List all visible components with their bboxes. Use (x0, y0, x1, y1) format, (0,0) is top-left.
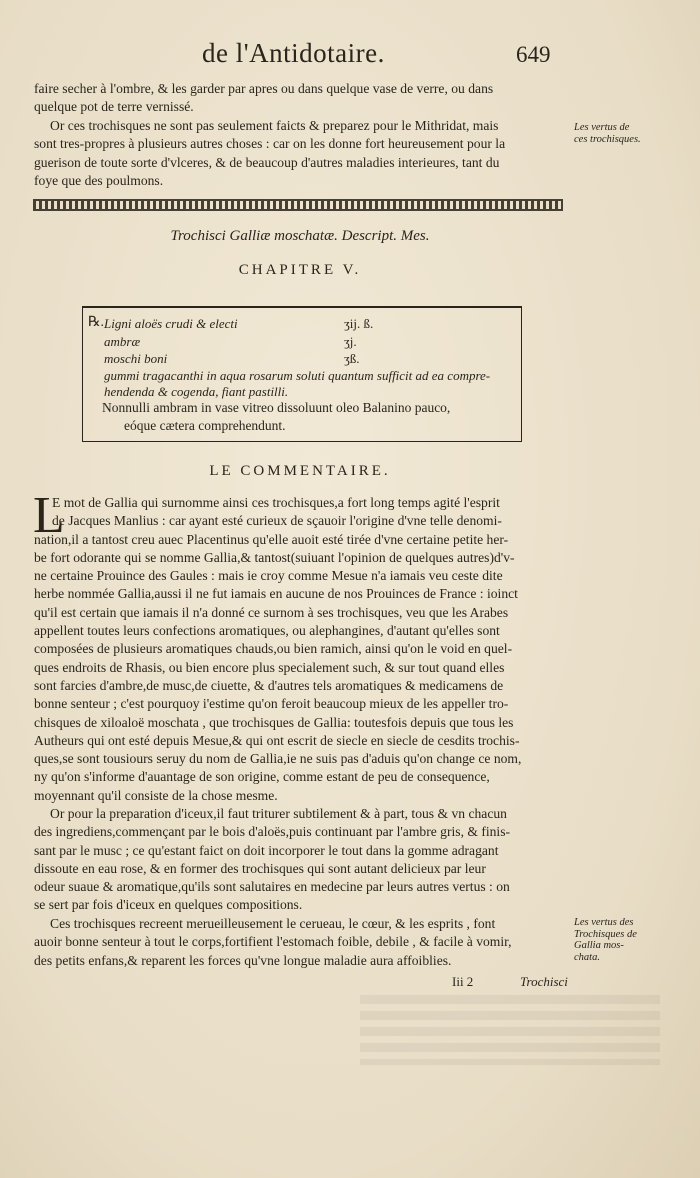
page-header (190, 38, 570, 78)
recipe-note-line: eóque cætera comprehendunt. (124, 418, 286, 433)
recipe-qty: ʒij. ß. (344, 316, 374, 331)
text-line: herbe nommée Gallia,aussi il ne fut iamais en aucune de nos Prouinces de France : ioinct (34, 586, 518, 602)
text-line: composées de plusieurs aromatiques chauds,ou bien ramich, ainsi qu'on le void en quel- (34, 641, 513, 657)
text-line: quelque pot de terre vernissé. (34, 99, 194, 115)
text-line: appellent toutes leurs confections aromatiques, ou alephangines, d'autant qu'elles sont (34, 623, 500, 639)
recipe-note (102, 399, 512, 435)
text-line: Autheurs qui ont esté depuis Mesue,& qui ont escrit de siecle en siecle de cesdits trochis- (34, 732, 520, 748)
page-number: 649 (516, 42, 551, 67)
text-line: sont farcies d'ambre,de musc,de ciuette, & d'autres tels aromatiques & medicamens de (34, 677, 504, 693)
text-line: Or pour la preparation d'iceux,il faut triturer subtilement & à part, tous & vn chacun (50, 806, 507, 821)
chapter-title: CHAPITRE V. (238, 262, 362, 278)
recipe-item: hendenda & cogenda, fiant pastilli. (104, 384, 289, 399)
text-line: auoir bonne senteur à tout le corps,fortifient l'estomach foible, debile , & facile à vomir, (34, 934, 512, 950)
section-heading: Trochisci Galliæ moschatæ. Descript. Mes. (170, 228, 430, 244)
top-paragraph-2 (34, 117, 564, 190)
text-line: E mot de Gallia qui surnomme ainsi ces trochisques,a fort long temps agité l'esprit (52, 495, 500, 510)
margin-note-1 (574, 122, 650, 145)
rx-symbol: ℞. (88, 315, 105, 330)
text-line: des ingrediens,commençant par le bois d'aloës,puis continuant par l'ambre gris, & finis- (34, 824, 511, 840)
running-title: de l'Antidotaire. (202, 38, 385, 68)
text-line: se sert par fois d'iceux en quelques compositions. (34, 897, 303, 913)
ornamental-rule (33, 199, 563, 211)
recipe-item: ambræ (104, 334, 141, 349)
text-line: dissoute en eau rose, & en former des trochisques qui sont autant delicieux par leur (34, 860, 486, 876)
show-through-texture (360, 995, 660, 1065)
catchword: Trochisci (520, 974, 568, 989)
recipe-note-line: Nonnulli ambram in vase vitreo dissoluunt oleo Balanino pauco, (102, 400, 451, 415)
margin-note-2 (574, 917, 650, 963)
commentary-title: LE COMMENTAIRE. (209, 463, 391, 479)
top-paragraph-1 (34, 80, 564, 117)
recipe-item: gummi tragacanthi in aqua rosarum soluti quantum sufficit ad ea compre- (104, 368, 491, 383)
text-line: ne certaine Prouince des Gaules : mais ie croy comme Mesue n'a iamais veu ceste dite (34, 568, 503, 584)
text-line: odeur suaue & aromatique,qu'ils sont salutaires en medecine par leurs autres vertus : on (34, 879, 510, 895)
commentary-paragraph-2 (34, 805, 564, 915)
drop-cap: L (33, 487, 65, 544)
text-line: guerison de toute sorte d'vlceres, & de beaucoup d'autres maladies interieures, tant du (34, 154, 500, 170)
margin-note-line: Gallia mos- (574, 940, 624, 951)
margin-note-line: Trochisques de (574, 928, 637, 940)
recipe-item: Ligni aloës crudi & electi (104, 316, 238, 331)
text-line: sant par le musc ; ce qu'estant faict on doit incorporer le tout dans la gomme adragant (34, 842, 499, 858)
text-line: chisques de xiloaloë moschata , que trochisques de Gallia: toutesfois depuis que tous les (34, 714, 514, 730)
text-line: be fort odorante qui se nomme Gallia,& tantost(suiuant l'opinion de quelques autres)d'v- (34, 549, 515, 565)
margin-note-line: Les vertus des (574, 917, 634, 928)
text-line: sont tres-propres à plusieurs autres choses : car on les donne fort heureusement pour la (34, 136, 506, 152)
margin-note-line: ces trochisques. (574, 133, 641, 145)
text-line: des petits enfans,& reparent les forces qu'vne longue maladie aura affoiblies. (34, 952, 452, 968)
text-line: faire secher à l'ombre, & les garder par apres ou dans quelque vase de verre, ou dans (34, 81, 494, 96)
text-line: bonne senteur ; c'est pourquoy i'estime qu'on feroit beaucoup mieux de les appeller tro- (34, 696, 509, 712)
text-line: de Jacques Manlius : car ayant esté curieux de sçauoir l'origine d'vne telle denomi- (52, 513, 502, 529)
text-line: Ces trochisques recreent merueilleusement le cerueau, le cœur, & les esprits , font (50, 916, 496, 931)
commentary-paragraph-1 (33, 487, 564, 805)
recipe-qty: ʒj. (344, 334, 357, 349)
text-line: ques,se sont tousiours seruy du nom de Gallia,ie ne suis pas d'aduis qu'on change ce nom, (34, 751, 522, 767)
text-line: nation,il a tantost creu auec Placentinus qu'elle auoit esté tirée d'vne certaine petite her- (34, 531, 509, 547)
text-line: qu'il est certain que iamais il n'a donné ce surnom à ses trochisques, veu que les Arabes (34, 604, 509, 620)
text-line: ques endroits de Rhasis, ou bien encore plus specialement such, & sur tout quand elles (34, 659, 505, 675)
recipe-item: moschi boni (104, 351, 168, 366)
text-line: foye que des poulmons. (34, 172, 164, 188)
text-line: Or ces trochisques ne sont pas seulement faicts & preparez pour le Mithridat, mais (50, 118, 499, 133)
text-line: moyennant qu'il consiste de la chose mesme. (34, 787, 278, 803)
commentary-paragraph-3 (34, 915, 564, 970)
recipe-qty: ʒß. (344, 351, 360, 366)
margin-note-line: chata. (574, 951, 600, 963)
margin-note-line: Les vertus de (574, 122, 630, 133)
text-line: ny qu'on s'informe d'auantage de son origine, comme estant de peu de consequence, (34, 769, 490, 785)
signature-mark: Iii 2 (452, 974, 474, 989)
